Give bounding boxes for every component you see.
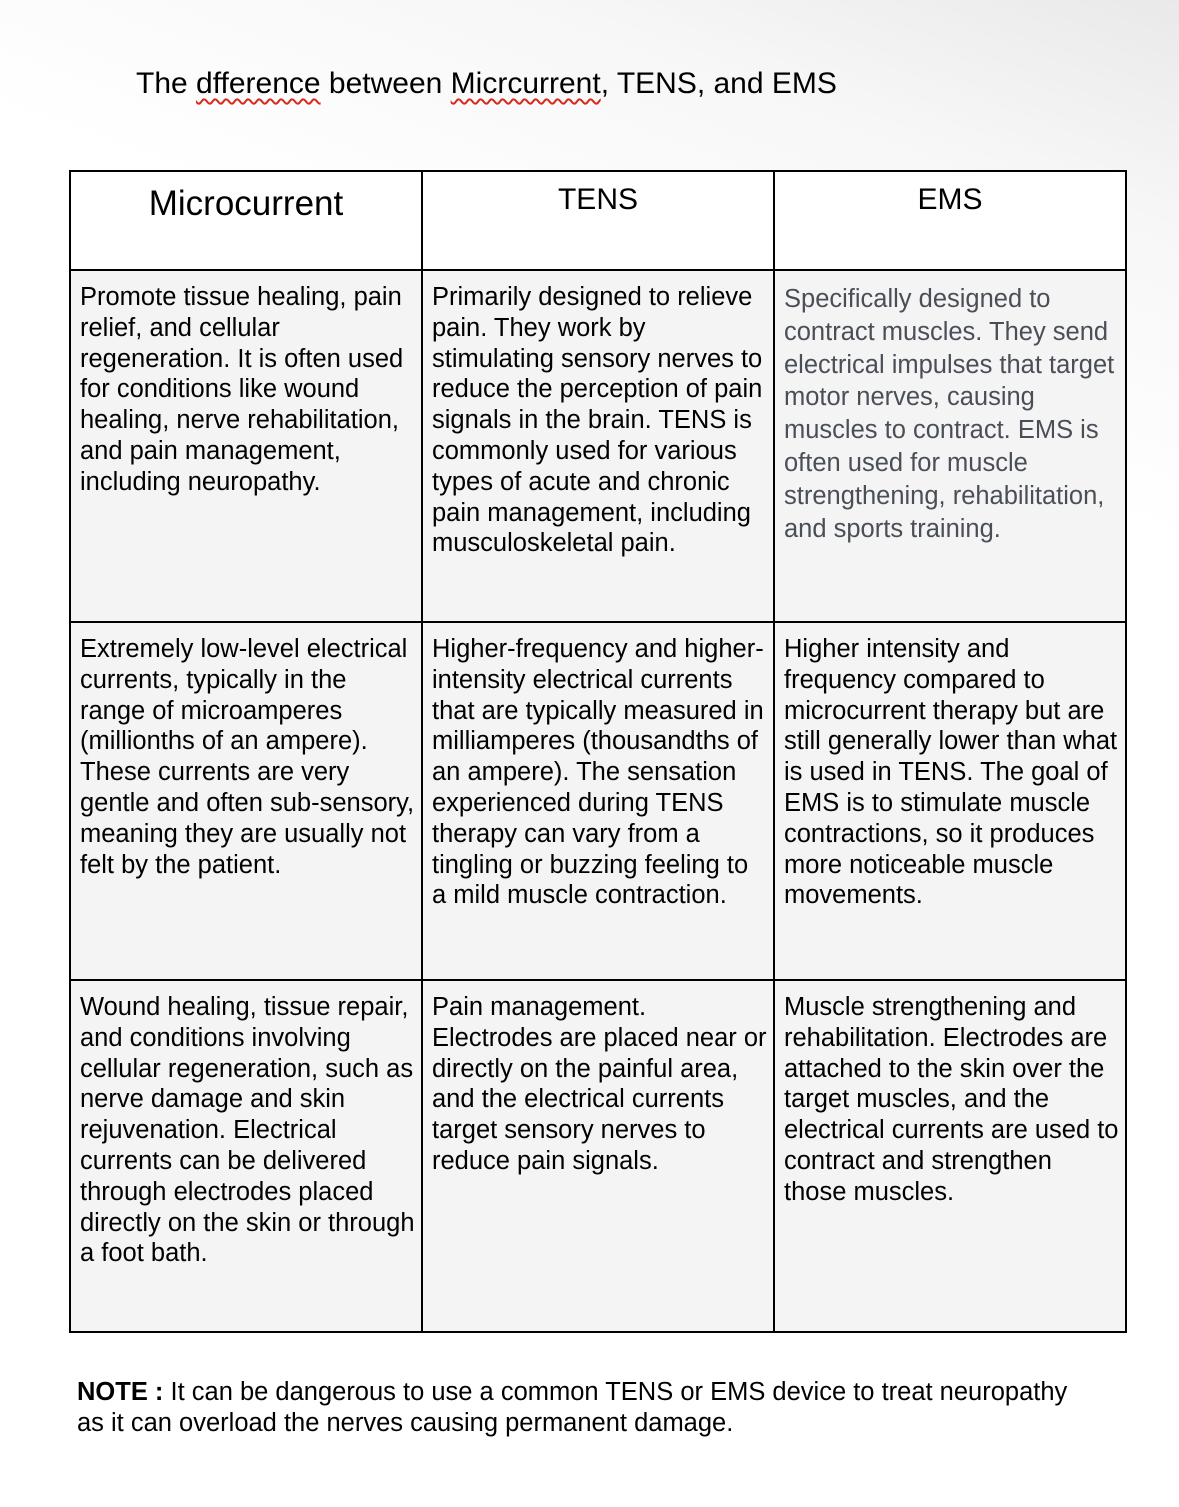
header-label: Microcurrent (148, 184, 344, 223)
header-label: TENS (557, 183, 638, 216)
cell-microcurrent-uses (70, 980, 422, 1332)
note-text: It can be dangerous to use a common TENS or EMS device to treat neuropathy as it can overload the nerves causing permanent damage. (77, 1378, 1068, 1437)
cell-text: Higher-frequency and higher-intensity electrical currents that are typically measured in milliamperes (thousandths of an ampere). The sensation experienced during TENS therapy can vary from a tingling or buzzing feeling to a mild muscle contraction. (432, 635, 764, 910)
cell-microcurrent-purpose (70, 270, 422, 622)
title-part-3: , TENS, and EMS (600, 67, 837, 100)
cell-text: Muscle strengthening and rehabilitation. Electrodes are attached to the skin over the target muscles, and the electrical currents are used to contract and strengthen those muscles. (784, 993, 1119, 1206)
title-part-1: The (136, 67, 197, 100)
cell-tens-intensity (422, 622, 774, 980)
header-tens (422, 171, 774, 270)
cell-text: Specifically designed to contract muscles. They send electrical impulses that target motor nerves, causing muscles to contract. EMS is often used for muscle strengthening, rehabilitation, and sports training. (784, 285, 1115, 543)
table-header-row (70, 171, 1126, 270)
title-part-2: between (320, 67, 451, 100)
header-ems (774, 171, 1126, 270)
cell-tens-uses (422, 980, 774, 1332)
cell-microcurrent-intensity (70, 622, 422, 980)
note-label: NOTE : (77, 1378, 164, 1406)
cell-text: Wound healing, tissue repair, and conditions involving cellular regeneration, such as nerve damage and skin rejuvenation. Electrical currents can be delivered through electrodes placed directly on the skin or through a foot bath. (80, 993, 415, 1268)
misspelled-word-dfference: dfference (196, 67, 321, 100)
cell-ems-purpose (774, 270, 1126, 622)
cell-text: Promote tissue healing, pain relief, and cellular regeneration. It is often used for conditions like wound healing, nerve rehabilitation, and pain management, including neuropathy. (80, 283, 404, 496)
cell-ems-intensity (774, 622, 1126, 980)
cell-text: Higher intensity and frequency compared to microcurrent therapy but are still generally lower than what is used in TENS. The goal of EMS is to stimulate muscle contractions, so it produces more noticeable muscle movements. (784, 635, 1118, 910)
cell-tens-purpose (422, 270, 774, 622)
document-title (136, 64, 837, 104)
comparison-table (69, 170, 1127, 1333)
table-row (70, 270, 1126, 622)
header-microcurrent (70, 171, 422, 270)
cell-ems-uses (774, 980, 1126, 1332)
header-label: EMS (917, 183, 983, 216)
safety-note (77, 1377, 1077, 1439)
table-row (70, 622, 1126, 980)
table-row (70, 980, 1126, 1332)
misspelled-word-micrcurrent: Micrcurrent (450, 67, 601, 100)
cell-text: Extremely low-level electrical currents, typically in the range of microamperes (millionths of an ampere). These currents are very gentle and often sub-sensory, meaning they are usually not felt by the patient. (80, 635, 415, 879)
cell-text: Primarily designed to relieve pain. They work by stimulating sensory nerves to reduce the perception of pain signals in the brain. TENS is commonly used for various types of acute and chronic pain management, including musculoskeletal pain. (432, 283, 763, 558)
cell-text: Pain management. Electrodes are placed near or directly on the painful area, and the electrical currents target sensory nerves to reduce pain signals. (432, 993, 767, 1175)
